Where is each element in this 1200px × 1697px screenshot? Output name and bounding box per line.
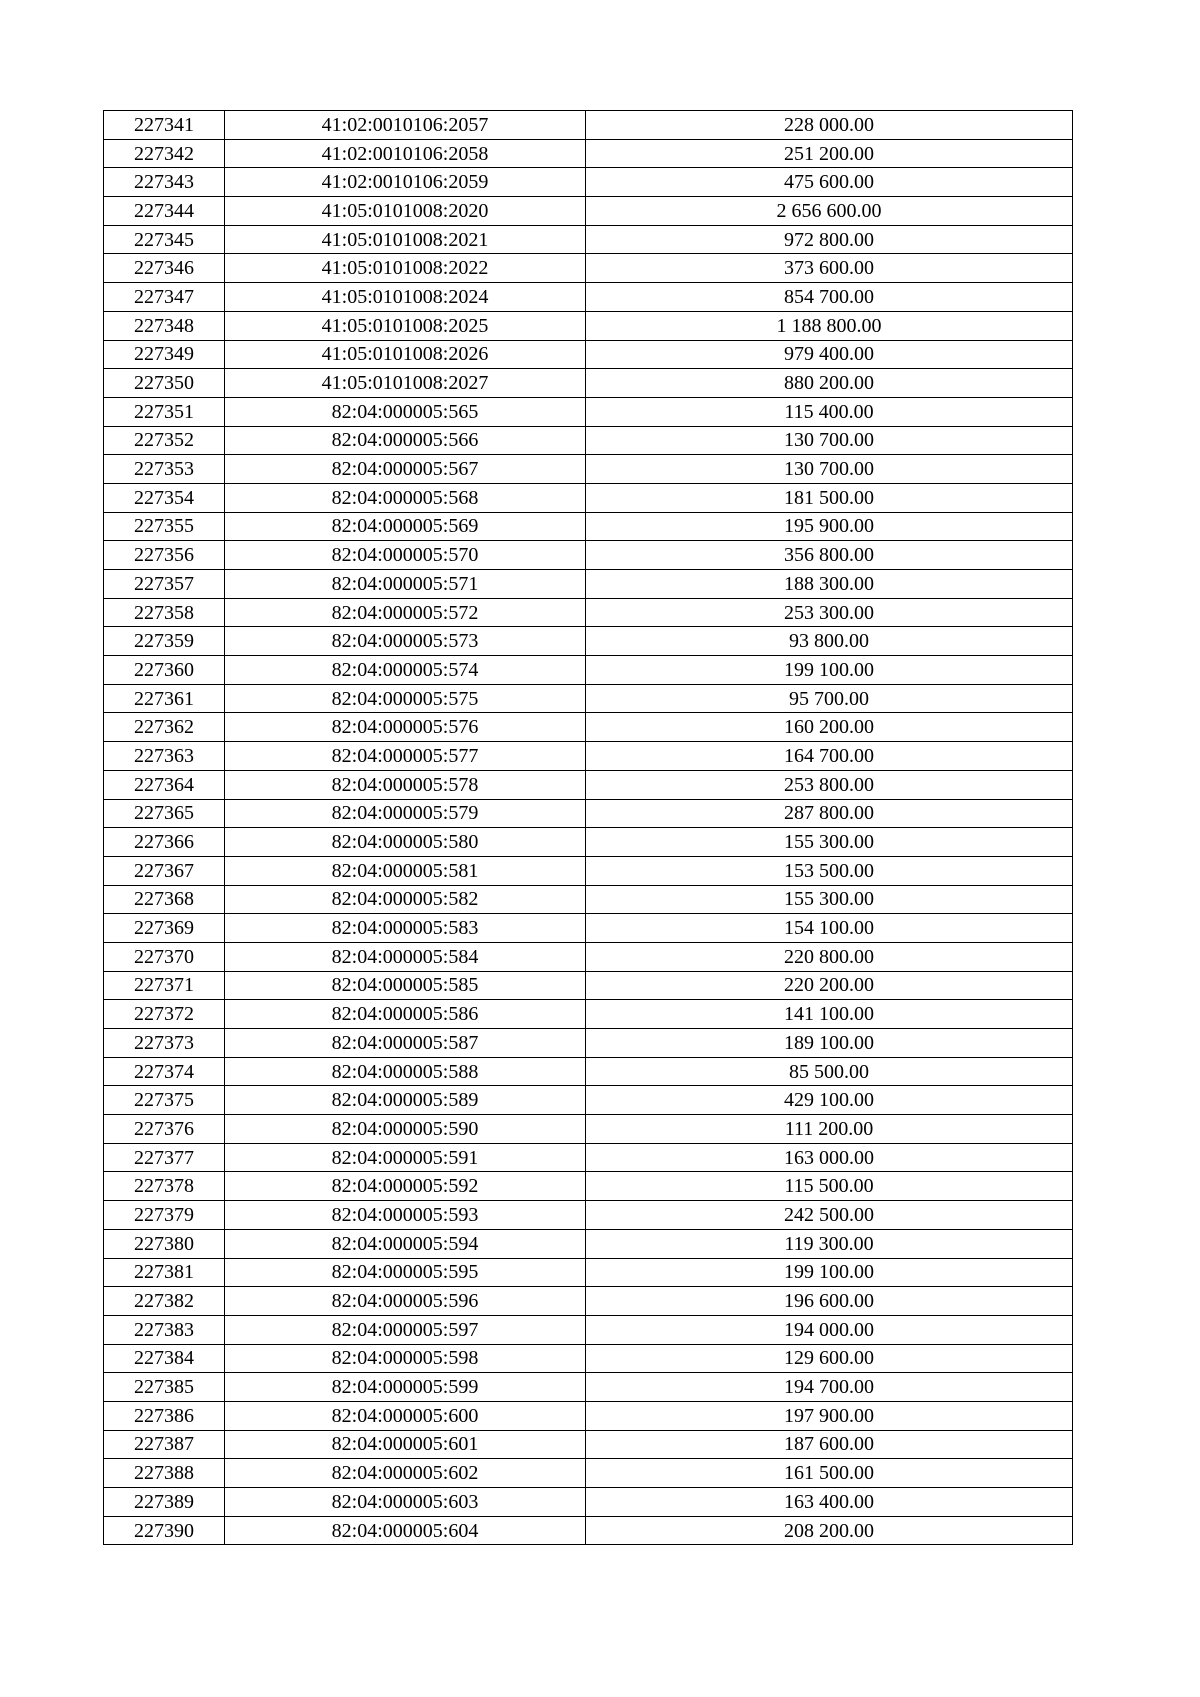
cadastral-number-cell: 82:04:000005:566 [225,426,586,455]
value-cell: 164 700.00 [586,742,1073,771]
row-number-cell: 227358 [104,598,225,627]
row-number-cell: 227354 [104,483,225,512]
value-cell: 115 500.00 [586,1172,1073,1201]
cadastral-number-cell: 82:04:000005:585 [225,971,586,1000]
row-number-cell: 227375 [104,1086,225,1115]
row-number-cell: 227352 [104,426,225,455]
cadastral-number-cell: 41:05:0101008:2027 [225,369,586,398]
value-cell: 251 200.00 [586,139,1073,168]
cadastral-number-cell: 41:05:0101008:2021 [225,225,586,254]
value-cell: 189 100.00 [586,1029,1073,1058]
table-row [104,742,1073,771]
value-cell: 429 100.00 [586,1086,1073,1115]
value-cell: 160 200.00 [586,713,1073,742]
table-row [104,139,1073,168]
row-number-cell: 227345 [104,225,225,254]
value-cell: 154 100.00 [586,914,1073,943]
value-cell: 194 000.00 [586,1315,1073,1344]
row-number-cell: 227389 [104,1488,225,1517]
table-row [104,1488,1073,1517]
row-number-cell: 227383 [104,1315,225,1344]
table-row [104,799,1073,828]
table-row [104,1143,1073,1172]
row-number-cell: 227367 [104,856,225,885]
cadastral-number-cell: 82:04:000005:580 [225,828,586,857]
registry-table [103,110,1073,1545]
row-number-cell: 227364 [104,770,225,799]
row-number-cell: 227369 [104,914,225,943]
table-row [104,455,1073,484]
value-cell: 153 500.00 [586,856,1073,885]
row-number-cell: 227357 [104,570,225,599]
row-number-cell: 227387 [104,1430,225,1459]
row-number-cell: 227366 [104,828,225,857]
table-row [104,225,1073,254]
table-row [104,1000,1073,1029]
cadastral-number-cell: 82:04:000005:584 [225,942,586,971]
value-cell: 854 700.00 [586,283,1073,312]
table-row [104,684,1073,713]
cadastral-number-cell: 41:05:0101008:2025 [225,311,586,340]
cadastral-number-cell: 82:04:000005:576 [225,713,586,742]
row-number-cell: 227349 [104,340,225,369]
cadastral-number-cell: 82:04:000005:602 [225,1459,586,1488]
value-cell: 199 100.00 [586,656,1073,685]
table-row [104,1115,1073,1144]
value-cell: 1 188 800.00 [586,311,1073,340]
row-number-cell: 227348 [104,311,225,340]
table-row [104,541,1073,570]
cadastral-number-cell: 82:04:000005:595 [225,1258,586,1287]
row-number-cell: 227373 [104,1029,225,1058]
table-row [104,1258,1073,1287]
row-number-cell: 227343 [104,168,225,197]
cadastral-number-cell: 82:04:000005:579 [225,799,586,828]
cadastral-number-cell: 82:04:000005:570 [225,541,586,570]
cadastral-number-cell: 82:04:000005:569 [225,512,586,541]
value-cell: 187 600.00 [586,1430,1073,1459]
value-cell: 129 600.00 [586,1344,1073,1373]
value-cell: 95 700.00 [586,684,1073,713]
row-number-cell: 227359 [104,627,225,656]
row-number-cell: 227355 [104,512,225,541]
cadastral-number-cell: 82:04:000005:565 [225,397,586,426]
value-cell: 880 200.00 [586,369,1073,398]
table-row [104,1029,1073,1058]
table-row [104,885,1073,914]
value-cell: 199 100.00 [586,1258,1073,1287]
cadastral-number-cell: 82:04:000005:593 [225,1201,586,1230]
value-cell: 195 900.00 [586,512,1073,541]
row-number-cell: 227382 [104,1287,225,1316]
value-cell: 115 400.00 [586,397,1073,426]
value-cell: 475 600.00 [586,168,1073,197]
row-number-cell: 227386 [104,1401,225,1430]
cadastral-number-cell: 82:04:000005:597 [225,1315,586,1344]
cadastral-number-cell: 41:02:0010106:2058 [225,139,586,168]
row-number-cell: 227363 [104,742,225,771]
row-number-cell: 227342 [104,139,225,168]
value-cell: 287 800.00 [586,799,1073,828]
row-number-cell: 227368 [104,885,225,914]
row-number-cell: 227380 [104,1229,225,1258]
value-cell: 242 500.00 [586,1201,1073,1230]
table-row [104,1315,1073,1344]
table-row [104,311,1073,340]
cadastral-number-cell: 82:04:000005:601 [225,1430,586,1459]
value-cell: 93 800.00 [586,627,1073,656]
cadastral-number-cell: 82:04:000005:587 [225,1029,586,1058]
row-number-cell: 227371 [104,971,225,1000]
cadastral-number-cell: 82:04:000005:586 [225,1000,586,1029]
table-row [104,340,1073,369]
cadastral-number-cell: 82:04:000005:588 [225,1057,586,1086]
cadastral-number-cell: 82:04:000005:574 [225,656,586,685]
value-cell: 130 700.00 [586,455,1073,484]
cadastral-number-cell: 82:04:000005:600 [225,1401,586,1430]
table-row [104,1459,1073,1488]
cadastral-number-cell: 82:04:000005:571 [225,570,586,599]
row-number-cell: 227346 [104,254,225,283]
cadastral-number-cell: 82:04:000005:598 [225,1344,586,1373]
table-row [104,111,1073,140]
cadastral-number-cell: 82:04:000005:599 [225,1373,586,1402]
table-row [104,1516,1073,1545]
value-cell: 197 900.00 [586,1401,1073,1430]
table-row [104,397,1073,426]
value-cell: 181 500.00 [586,483,1073,512]
value-cell: 972 800.00 [586,225,1073,254]
row-number-cell: 227376 [104,1115,225,1144]
row-number-cell: 227390 [104,1516,225,1545]
row-number-cell: 227344 [104,197,225,226]
value-cell: 228 000.00 [586,111,1073,140]
row-number-cell: 227347 [104,283,225,312]
cadastral-number-cell: 82:04:000005:572 [225,598,586,627]
cadastral-number-cell: 82:04:000005:573 [225,627,586,656]
row-number-cell: 227360 [104,656,225,685]
table-row [104,168,1073,197]
cadastral-number-cell: 82:04:000005:567 [225,455,586,484]
table-row [104,713,1073,742]
cadastral-number-cell: 82:04:000005:603 [225,1488,586,1517]
value-cell: 253 300.00 [586,598,1073,627]
table-row [104,1401,1073,1430]
cadastral-number-cell: 82:04:000005:582 [225,885,586,914]
table-row [104,1373,1073,1402]
value-cell: 161 500.00 [586,1459,1073,1488]
row-number-cell: 227385 [104,1373,225,1402]
table-row [104,627,1073,656]
cadastral-number-cell: 82:04:000005:568 [225,483,586,512]
value-cell: 196 600.00 [586,1287,1073,1316]
cadastral-number-cell: 82:04:000005:590 [225,1115,586,1144]
cadastral-number-cell: 82:04:000005:591 [225,1143,586,1172]
table-row [104,770,1073,799]
cadastral-number-cell: 41:02:0010106:2057 [225,111,586,140]
table-row [104,1344,1073,1373]
table-row [104,369,1073,398]
cadastral-number-cell: 41:02:0010106:2059 [225,168,586,197]
value-cell: 253 800.00 [586,770,1073,799]
row-number-cell: 227351 [104,397,225,426]
table-row [104,1057,1073,1086]
row-number-cell: 227353 [104,455,225,484]
row-number-cell: 227361 [104,684,225,713]
cadastral-number-cell: 82:04:000005:589 [225,1086,586,1115]
value-cell: 373 600.00 [586,254,1073,283]
value-cell: 163 400.00 [586,1488,1073,1517]
table-row [104,283,1073,312]
cadastral-number-cell: 41:05:0101008:2020 [225,197,586,226]
table-row [104,942,1073,971]
row-number-cell: 227362 [104,713,225,742]
value-cell: 220 800.00 [586,942,1073,971]
value-cell: 155 300.00 [586,828,1073,857]
row-number-cell: 227384 [104,1344,225,1373]
table-row [104,1229,1073,1258]
registry-table-body [104,111,1073,1545]
cadastral-number-cell: 82:04:000005:577 [225,742,586,771]
table-row [104,254,1073,283]
table-row [104,656,1073,685]
value-cell: 141 100.00 [586,1000,1073,1029]
row-number-cell: 227372 [104,1000,225,1029]
value-cell: 979 400.00 [586,340,1073,369]
value-cell: 155 300.00 [586,885,1073,914]
table-row [104,570,1073,599]
cadastral-number-cell: 41:05:0101008:2022 [225,254,586,283]
table-row [104,598,1073,627]
row-number-cell: 227350 [104,369,225,398]
table-row [104,483,1073,512]
table-row [104,1201,1073,1230]
row-number-cell: 227341 [104,111,225,140]
value-cell: 85 500.00 [586,1057,1073,1086]
table-row [104,1287,1073,1316]
table-row [104,971,1073,1000]
row-number-cell: 227388 [104,1459,225,1488]
row-number-cell: 227370 [104,942,225,971]
cadastral-number-cell: 41:05:0101008:2026 [225,340,586,369]
value-cell: 2 656 600.00 [586,197,1073,226]
value-cell: 356 800.00 [586,541,1073,570]
table-row [104,512,1073,541]
row-number-cell: 227381 [104,1258,225,1287]
row-number-cell: 227379 [104,1201,225,1230]
table-row [104,828,1073,857]
cadastral-number-cell: 82:04:000005:575 [225,684,586,713]
table-row [104,197,1073,226]
table-row [104,1172,1073,1201]
cadastral-number-cell: 82:04:000005:596 [225,1287,586,1316]
value-cell: 220 200.00 [586,971,1073,1000]
table-row [104,914,1073,943]
table-row [104,1430,1073,1459]
table-row [104,1086,1073,1115]
cadastral-number-cell: 82:04:000005:583 [225,914,586,943]
row-number-cell: 227365 [104,799,225,828]
row-number-cell: 227377 [104,1143,225,1172]
cadastral-number-cell: 82:04:000005:581 [225,856,586,885]
value-cell: 130 700.00 [586,426,1073,455]
value-cell: 119 300.00 [586,1229,1073,1258]
cadastral-number-cell: 41:05:0101008:2024 [225,283,586,312]
cadastral-number-cell: 82:04:000005:604 [225,1516,586,1545]
cadastral-number-cell: 82:04:000005:594 [225,1229,586,1258]
value-cell: 188 300.00 [586,570,1073,599]
value-cell: 208 200.00 [586,1516,1073,1545]
table-row [104,856,1073,885]
value-cell: 194 700.00 [586,1373,1073,1402]
cadastral-number-cell: 82:04:000005:592 [225,1172,586,1201]
table-row [104,426,1073,455]
value-cell: 163 000.00 [586,1143,1073,1172]
row-number-cell: 227378 [104,1172,225,1201]
value-cell: 111 200.00 [586,1115,1073,1144]
cadastral-number-cell: 82:04:000005:578 [225,770,586,799]
row-number-cell: 227374 [104,1057,225,1086]
row-number-cell: 227356 [104,541,225,570]
